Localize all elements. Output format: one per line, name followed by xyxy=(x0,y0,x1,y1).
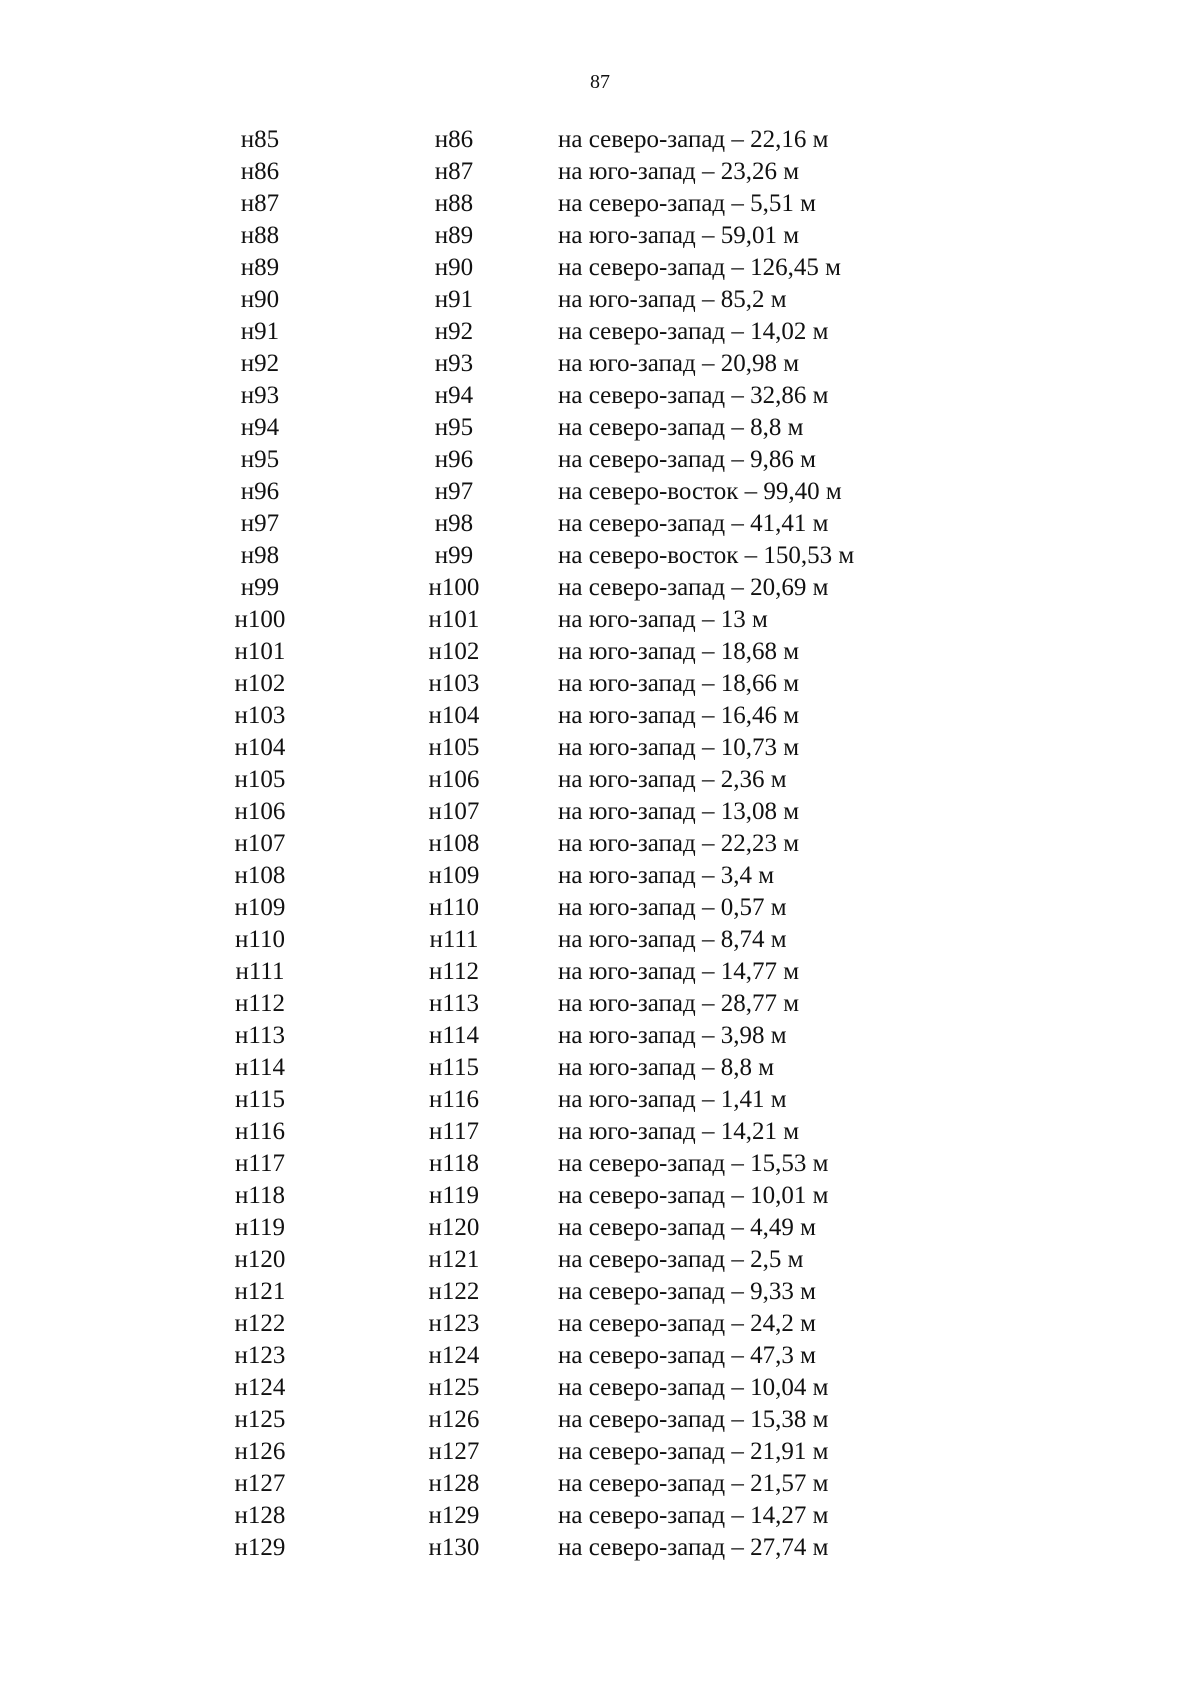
direction-distance: на северо-восток – 150,53 м xyxy=(558,542,855,569)
point-to: н109 xyxy=(428,862,480,889)
point-from: н118 xyxy=(235,1182,285,1209)
table-row xyxy=(0,1404,1200,1436)
table-row xyxy=(0,956,1200,988)
table-row xyxy=(0,796,1200,828)
table-row xyxy=(0,1340,1200,1372)
table-row xyxy=(0,1276,1200,1308)
point-to: н92 xyxy=(434,318,474,345)
point-from: н101 xyxy=(234,638,286,665)
point-from: н97 xyxy=(240,510,280,537)
point-to: н95 xyxy=(434,414,474,441)
table-row xyxy=(0,1180,1200,1212)
table-row xyxy=(0,1468,1200,1500)
direction-distance: на северо-запад – 21,91 м xyxy=(558,1438,829,1465)
point-to: н90 xyxy=(434,254,474,281)
direction-distance: на северо-запад – 10,04 м xyxy=(558,1374,829,1401)
point-from: н121 xyxy=(234,1278,286,1305)
point-from: н116 xyxy=(235,1118,285,1145)
point-to: н86 xyxy=(434,126,474,153)
table-row xyxy=(0,1212,1200,1244)
direction-distance: на юго-запад – 1,41 м xyxy=(558,1086,787,1113)
table-row xyxy=(0,636,1200,668)
point-to: н104 xyxy=(428,702,480,729)
point-to: н119 xyxy=(429,1182,479,1209)
direction-distance: на северо-запад – 2,5 м xyxy=(558,1246,804,1273)
point-to: н114 xyxy=(429,1022,479,1049)
direction-distance: на юго-запад – 14,77 м xyxy=(558,958,800,985)
table-row xyxy=(0,1020,1200,1052)
table-row xyxy=(0,476,1200,508)
point-from: н108 xyxy=(234,862,286,889)
table-row xyxy=(0,220,1200,252)
table-row xyxy=(0,860,1200,892)
point-from: н85 xyxy=(240,126,280,153)
point-from: н115 xyxy=(235,1086,285,1113)
table-row xyxy=(0,1532,1200,1564)
table-row xyxy=(0,1244,1200,1276)
table-row xyxy=(0,412,1200,444)
point-from: н124 xyxy=(234,1374,286,1401)
direction-distance: на северо-запад – 14,27 м xyxy=(558,1502,829,1529)
table-row xyxy=(0,540,1200,572)
table-row xyxy=(0,156,1200,188)
table-row xyxy=(0,572,1200,604)
point-to: н127 xyxy=(428,1438,480,1465)
direction-distance: на юго-запад – 3,98 м xyxy=(558,1022,787,1049)
point-to: н126 xyxy=(428,1406,480,1433)
point-from: н127 xyxy=(234,1470,286,1497)
point-to: н116 xyxy=(429,1086,479,1113)
table-row xyxy=(0,1052,1200,1084)
table-row xyxy=(0,1372,1200,1404)
table-row xyxy=(0,284,1200,316)
point-from: н113 xyxy=(235,1022,285,1049)
table-row xyxy=(0,380,1200,412)
point-from: н114 xyxy=(235,1054,285,1081)
point-to: н122 xyxy=(428,1278,480,1305)
direction-distance: на юго-запад – 0,57 м xyxy=(558,894,787,921)
direction-distance: на северо-запад – 47,3 м xyxy=(558,1342,816,1369)
point-from: н95 xyxy=(240,446,280,473)
point-from: н111 xyxy=(235,958,285,985)
table-row xyxy=(0,1436,1200,1468)
point-to: н120 xyxy=(428,1214,480,1241)
direction-distance: на северо-запад – 15,38 м xyxy=(558,1406,829,1433)
table-row xyxy=(0,348,1200,380)
point-from: н86 xyxy=(240,158,280,185)
point-from: н119 xyxy=(235,1214,285,1241)
direction-distance: на северо-запад – 14,02 м xyxy=(558,318,829,345)
table-row xyxy=(0,1308,1200,1340)
point-to: н106 xyxy=(428,766,480,793)
table-row xyxy=(0,316,1200,348)
direction-distance: на северо-восток – 99,40 м xyxy=(558,478,842,505)
point-from: н87 xyxy=(240,190,280,217)
point-from: н112 xyxy=(235,990,285,1017)
direction-distance: на юго-запад – 20,98 м xyxy=(558,350,800,377)
boundary-table xyxy=(0,124,1200,1564)
table-row xyxy=(0,988,1200,1020)
point-to: н121 xyxy=(428,1246,480,1273)
direction-distance: на юго-запад – 85,2 м xyxy=(558,286,787,313)
table-row xyxy=(0,188,1200,220)
point-to: н98 xyxy=(434,510,474,537)
table-row xyxy=(0,1116,1200,1148)
point-from: н96 xyxy=(240,478,280,505)
table-row xyxy=(0,924,1200,956)
point-from: н105 xyxy=(234,766,286,793)
point-from: н103 xyxy=(234,702,286,729)
direction-distance: на северо-запад – 9,33 м xyxy=(558,1278,816,1305)
table-row xyxy=(0,1148,1200,1180)
table-row xyxy=(0,252,1200,284)
point-to: н118 xyxy=(429,1150,479,1177)
point-from: н129 xyxy=(234,1534,286,1561)
point-to: н108 xyxy=(428,830,480,857)
point-from: н92 xyxy=(240,350,280,377)
point-from: н102 xyxy=(234,670,286,697)
point-from: н126 xyxy=(234,1438,286,1465)
point-to: н100 xyxy=(428,574,480,601)
direction-distance: на юго-запад – 18,66 м xyxy=(558,670,800,697)
point-to: н117 xyxy=(429,1118,479,1145)
direction-distance: на юго-запад – 22,23 м xyxy=(558,830,800,857)
table-row xyxy=(0,732,1200,764)
point-from: н100 xyxy=(234,606,286,633)
direction-distance: на северо-запад – 4,49 м xyxy=(558,1214,816,1241)
point-to: н113 xyxy=(429,990,479,1017)
point-from: н94 xyxy=(240,414,280,441)
table-row xyxy=(0,124,1200,156)
direction-distance: на юго-запад – 3,4 м xyxy=(558,862,775,889)
point-from: н98 xyxy=(240,542,280,569)
table-row xyxy=(0,604,1200,636)
point-to: н123 xyxy=(428,1310,480,1337)
point-to: н102 xyxy=(428,638,480,665)
point-to: н103 xyxy=(428,670,480,697)
point-from: н93 xyxy=(240,382,280,409)
direction-distance: на юго-запад – 18,68 м xyxy=(558,638,800,665)
point-to: н89 xyxy=(434,222,474,249)
point-to: н97 xyxy=(434,478,474,505)
point-to: н94 xyxy=(434,382,474,409)
point-from: н104 xyxy=(234,734,286,761)
point-to: н125 xyxy=(428,1374,480,1401)
direction-distance: на юго-запад – 10,73 м xyxy=(558,734,800,761)
point-to: н91 xyxy=(434,286,474,313)
direction-distance: на юго-запад – 8,74 м xyxy=(558,926,787,953)
direction-distance: на северо-запад – 21,57 м xyxy=(558,1470,829,1497)
point-from: н123 xyxy=(234,1342,286,1369)
point-from: н99 xyxy=(240,574,280,601)
point-from: н117 xyxy=(235,1150,285,1177)
direction-distance: на северо-запад – 9,86 м xyxy=(558,446,816,473)
point-to: н130 xyxy=(428,1534,480,1561)
point-to: н99 xyxy=(434,542,474,569)
table-row xyxy=(0,508,1200,540)
point-from: н107 xyxy=(234,830,286,857)
direction-distance: на северо-запад – 41,41 м xyxy=(558,510,829,537)
direction-distance: на северо-запад – 5,51 м xyxy=(558,190,816,217)
direction-distance: на юго-запад – 28,77 м xyxy=(558,990,800,1017)
point-to: н110 xyxy=(429,894,479,921)
direction-distance: на юго-запад – 13 м xyxy=(558,606,768,633)
direction-distance: на юго-запад – 8,8 м xyxy=(558,1054,775,1081)
point-from: н122 xyxy=(234,1310,286,1337)
page-number: 87 xyxy=(590,71,610,93)
table-row xyxy=(0,444,1200,476)
point-from: н88 xyxy=(240,222,280,249)
direction-distance: на юго-запад – 23,26 м xyxy=(558,158,800,185)
point-from: н89 xyxy=(240,254,280,281)
direction-distance: на северо-запад – 126,45 м xyxy=(558,254,841,281)
point-from: н128 xyxy=(234,1502,286,1529)
direction-distance: на юго-запад – 2,36 м xyxy=(558,766,787,793)
point-to: н115 xyxy=(429,1054,479,1081)
point-to: н88 xyxy=(434,190,474,217)
point-to: н96 xyxy=(434,446,474,473)
point-from: н90 xyxy=(240,286,280,313)
point-from: н106 xyxy=(234,798,286,825)
point-to: н128 xyxy=(428,1470,480,1497)
point-to: н101 xyxy=(428,606,480,633)
direction-distance: на юго-запад – 59,01 м xyxy=(558,222,800,249)
table-row xyxy=(0,1084,1200,1116)
direction-distance: на юго-запад – 13,08 м xyxy=(558,798,800,825)
point-from: н109 xyxy=(234,894,286,921)
point-to: н87 xyxy=(434,158,474,185)
point-from: н110 xyxy=(235,926,285,953)
direction-distance: на северо-запад – 10,01 м xyxy=(558,1182,829,1209)
point-to: н112 xyxy=(429,958,479,985)
point-to: н124 xyxy=(428,1342,480,1369)
point-from: н120 xyxy=(234,1246,286,1273)
point-to: н107 xyxy=(428,798,480,825)
point-from: н125 xyxy=(234,1406,286,1433)
point-to: н93 xyxy=(434,350,474,377)
direction-distance: на северо-запад – 20,69 м xyxy=(558,574,829,601)
direction-distance: на юго-запад – 14,21 м xyxy=(558,1118,800,1145)
table-row xyxy=(0,668,1200,700)
direction-distance: на северо-запад – 32,86 м xyxy=(558,382,829,409)
direction-distance: на юго-запад – 16,46 м xyxy=(558,702,800,729)
direction-distance: на северо-запад – 24,2 м xyxy=(558,1310,816,1337)
table-row xyxy=(0,1500,1200,1532)
direction-distance: на северо-запад – 27,74 м xyxy=(558,1534,829,1561)
point-from: н91 xyxy=(240,318,280,345)
point-to: н111 xyxy=(429,926,479,953)
point-to: н105 xyxy=(428,734,480,761)
table-row xyxy=(0,828,1200,860)
direction-distance: на северо-запад – 15,53 м xyxy=(558,1150,829,1177)
direction-distance: на северо-запад – 8,8 м xyxy=(558,414,804,441)
table-row xyxy=(0,700,1200,732)
table-row xyxy=(0,764,1200,796)
direction-distance: на северо-запад – 22,16 м xyxy=(558,126,829,153)
point-to: н129 xyxy=(428,1502,480,1529)
table-row xyxy=(0,892,1200,924)
